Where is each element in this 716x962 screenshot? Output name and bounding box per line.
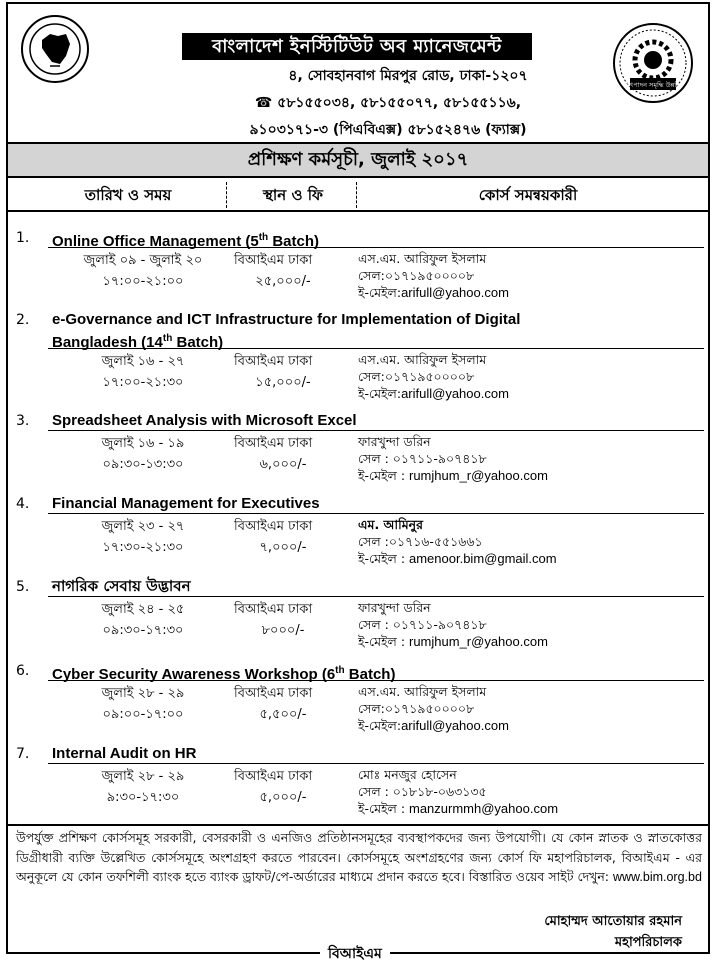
course-title: Spreadsheet Analysis with Microsoft Excel — [52, 412, 357, 429]
address: ৪, সোবহানবাগ মিরপুর রোড, ঢাকা-১২০৭ — [288, 68, 528, 84]
course-title-end: Batch) — [344, 666, 396, 683]
course-number: 3. — [16, 413, 30, 429]
notice-body: উপর্যুক্ত প্রশিক্ষণ কোর্সসমূহ সরকারী, বেসরকারী ও এনজিও প্রতিষ্ঠানসমূহের ব্যবস্থাপকদের জন্য উপযোগী। যে কোন স্নাতক ও স্নাতকোত্তর ডিগ্রীধারী ব্যক্তি উল্লেখিত কোর্সসমূহে অংশগ্রহণ করতে পারবেন। কোর্সসমূহে অংশগ্রহণের জন্য কোর্স ফি মহাপরিচালক, বিআইএম - এর অনুকূলে যে কোন তফশিলী ব্যাংক হতে ব্যাংক ড্রাফট/পে-অর্ডারের মাধ্যমে প্রদান করতে হবে। বিস্তারিত ওয়েব সাইট দেখুন: — [16, 830, 702, 884]
coordinator-email-row — [358, 633, 548, 650]
signatory-name: মোহাম্মদ আতোয়ার রহমান — [544, 914, 682, 929]
email-label: ই-মেইল : — [358, 468, 409, 483]
course-fee: ৭,০০০/- — [259, 540, 307, 555]
course-title: Internal Audit on HR — [52, 745, 197, 762]
email-label: ই-মেইল : — [358, 551, 409, 566]
email-label: ই-মেইল : — [358, 801, 409, 816]
phone-numbers-2: ৯১০৩১৭১-৩ (পিএবিএক্স) ৫৮১৫২৪৭৬ (ফ্যাক্স) — [249, 122, 527, 138]
course-title-end: Batch) — [268, 233, 320, 250]
course-venue: বিআইএম ঢাকা — [234, 769, 313, 784]
course-time: ০৯:৩০-১৭:৩০ — [102, 623, 184, 638]
coordinator-email-row — [358, 800, 558, 817]
coordinator-cell: সেল : ০১৭১১-৯০৭৪১৮ — [358, 617, 487, 632]
course-coordinator — [358, 766, 558, 817]
course-fee: ৫,০০০/- — [259, 790, 307, 805]
course-time: ১৭:০০-২১:৩০ — [102, 375, 184, 390]
course-title-text: Online Office Management (5 — [52, 233, 259, 250]
coordinator-email-row — [358, 550, 557, 567]
header — [8, 4, 708, 170]
course-fee: ৬,০০০/- — [259, 457, 307, 472]
course-coordinator — [358, 516, 557, 567]
coordinator-email-row — [358, 284, 509, 301]
course-fee: ৫,৫০০/- — [259, 707, 307, 722]
course-fee: ৮০০০/- — [261, 623, 305, 638]
email-label: ই-মেইল : — [358, 634, 409, 649]
course-date: জুলাই ২৮ - ২৯ — [101, 769, 185, 784]
coordinator-name: ফারখুন্দা ডরিন — [358, 600, 431, 615]
course-date: জুলাই ২৮ - ২৯ — [101, 686, 185, 701]
column-separator — [356, 182, 357, 208]
footer-divider — [8, 824, 708, 826]
org-name: বাংলাদেশ ইনস্টিটিউট অব ম্যানেজমেন্ট — [182, 33, 532, 60]
course-number: 1. — [16, 230, 30, 246]
course-title — [52, 310, 520, 352]
course-time: ০৯:০০-১৭:০০ — [102, 707, 184, 722]
course-rule — [48, 247, 704, 248]
course-date: জুলাই ২৩ - ২৭ — [101, 519, 185, 534]
coordinator-cell: সেল:০১৭১৯৫০০০০৮ — [358, 369, 475, 384]
coordinator-email[interactable]: arifull@yahoo.com — [401, 285, 509, 300]
course-title: Financial Management for Executives — [52, 495, 320, 512]
course-title-text: Cyber Security Awareness Workshop (6 — [52, 666, 336, 683]
course-venue: বিআইএম ঢাকা — [234, 686, 313, 701]
coordinator-email[interactable]: arifull@yahoo.com — [401, 718, 509, 733]
phone-numbers: ☎ ৫৮১৫৫০৩৪, ৫৮১৫৫০৭৭, ৫৮১৫৫১১৬, — [254, 95, 522, 111]
page-title: প্রশিক্ষণ কর্মসূচী, জুলাই ২০১৭ — [8, 144, 708, 178]
course-date: জুলাই ২৪ - ২৫ — [101, 602, 185, 617]
course-number: 7. — [16, 746, 30, 762]
course-time: ১৭:৩০-২১:৩০ — [102, 540, 184, 555]
header-divider — [8, 210, 708, 212]
coordinator-email[interactable]: amenoor.bim@gmail.com — [409, 551, 557, 566]
coordinator-email-row — [358, 385, 509, 402]
course-time: ৯:৩০-১৭:৩০ — [106, 790, 180, 805]
course-venue: বিআইএম ঢাকা — [234, 354, 313, 369]
coordinator-cell: সেল :০১৭১৬-৫৫১৬৬১ — [358, 534, 483, 549]
logo-motto: উৎপাদন সমৃদ্ধি উন্নতি — [624, 81, 682, 89]
coordinator-name: মোঃ মনজুর হোসেন — [358, 767, 457, 782]
advertisement-page — [6, 2, 710, 962]
coordinator-email[interactable]: rumjhum_r@yahoo.com — [409, 634, 548, 649]
course-venue: বিআইএম ঢাকা — [234, 519, 313, 534]
course-number: 4. — [16, 496, 30, 512]
course-rule — [48, 680, 704, 681]
coordinator-cell: সেল : ০১৭১১-৯০৭৪১৮ — [358, 451, 487, 466]
course-number: 2. — [16, 312, 30, 328]
coordinator-email-row — [358, 467, 548, 484]
course-title-text: e-Governance and ICT Infrastructure for Implementation of Digital — [52, 311, 521, 328]
course-date: জুলাই ১৬ - ২৭ — [101, 354, 185, 369]
course-title-line2: Bangladesh (14 — [52, 334, 163, 351]
column-header-date-time: তারিখ ও সময় — [84, 186, 172, 204]
course-rule — [48, 513, 704, 514]
course-coordinator — [358, 351, 509, 402]
website-link[interactable]: www.bim.org.bd — [613, 870, 702, 884]
column-header-venue-fee: স্থান ও ফি — [263, 186, 323, 204]
bim-logo-icon — [612, 22, 694, 104]
course-fee: ২৫,০০০/- — [255, 274, 311, 289]
coordinator-email[interactable]: manzurmmh@yahoo.com — [409, 801, 559, 816]
course-venue: বিআইএম ঢাকা — [234, 253, 313, 268]
course-title-sup: th — [162, 333, 173, 344]
column-header-coordinator: কোর্স সমন্বয়কারী — [478, 186, 578, 204]
coordinator-name: এস.এম. আরিফুল ইসলাম — [358, 251, 487, 266]
course-fee: ১৫,০০০/- — [255, 375, 311, 390]
course-number: 6. — [16, 663, 30, 679]
signatory-title: মহাপরিচালক — [614, 935, 682, 950]
email-label: ই-মেইল: — [358, 718, 402, 733]
coordinator-name: এম. আমিনুর — [358, 517, 423, 532]
course-date: জুলাই ০৯ - জুলাই ২০ — [83, 253, 203, 268]
coordinator-cell: সেল:০১৭১৯৫০০০০৮ — [358, 268, 475, 283]
course-time: ১৭:০০-২১:০০ — [102, 274, 184, 289]
email-label: ই-মেইল: — [358, 386, 402, 401]
course-title: নাগরিক সেবায় উদ্ভাবন — [52, 577, 191, 595]
notice-text — [16, 828, 702, 888]
course-rule — [48, 430, 704, 431]
course-rule — [48, 763, 704, 764]
course-time: ০৯:৩০-১৩:৩০ — [102, 457, 184, 472]
coordinator-email-row — [358, 717, 509, 734]
course-rule — [48, 348, 704, 349]
course-title-sup: th — [335, 665, 345, 676]
course-title-sup: th — [258, 232, 269, 243]
footer-tag: বিআইএম — [320, 946, 390, 962]
course-venue: বিআইএম ঢাকা — [234, 436, 313, 451]
column-separator — [226, 182, 227, 208]
course-coordinator — [358, 433, 548, 484]
coordinator-cell: সেল : ০১৮১৮-০৬৩১৩৫ — [358, 784, 487, 799]
coordinator-email[interactable]: arifull@yahoo.com — [401, 386, 509, 401]
coordinator-name: এস.এম. আরিফুল ইসলাম — [358, 352, 487, 367]
coordinator-name: ফারখুন্দা ডরিন — [358, 434, 431, 449]
course-number: 5. — [16, 579, 30, 595]
email-label: ই-মেইল: — [358, 285, 402, 300]
course-venue: বিআইএম ঢাকা — [234, 602, 313, 617]
course-date: জুলাই ১৬ - ১৯ — [101, 436, 185, 451]
course-rule — [48, 596, 704, 597]
coordinator-cell: সেল:০১৭১৯৫০০০০৮ — [358, 701, 475, 716]
course-coordinator — [358, 683, 509, 734]
course-coordinator — [358, 599, 548, 650]
course-title-end: Batch) — [172, 334, 224, 351]
coordinator-email[interactable]: rumjhum_r@yahoo.com — [409, 468, 548, 483]
course-coordinator — [358, 250, 509, 301]
coordinator-name: এস.এম. আরিফুল ইসলাম — [358, 684, 487, 699]
